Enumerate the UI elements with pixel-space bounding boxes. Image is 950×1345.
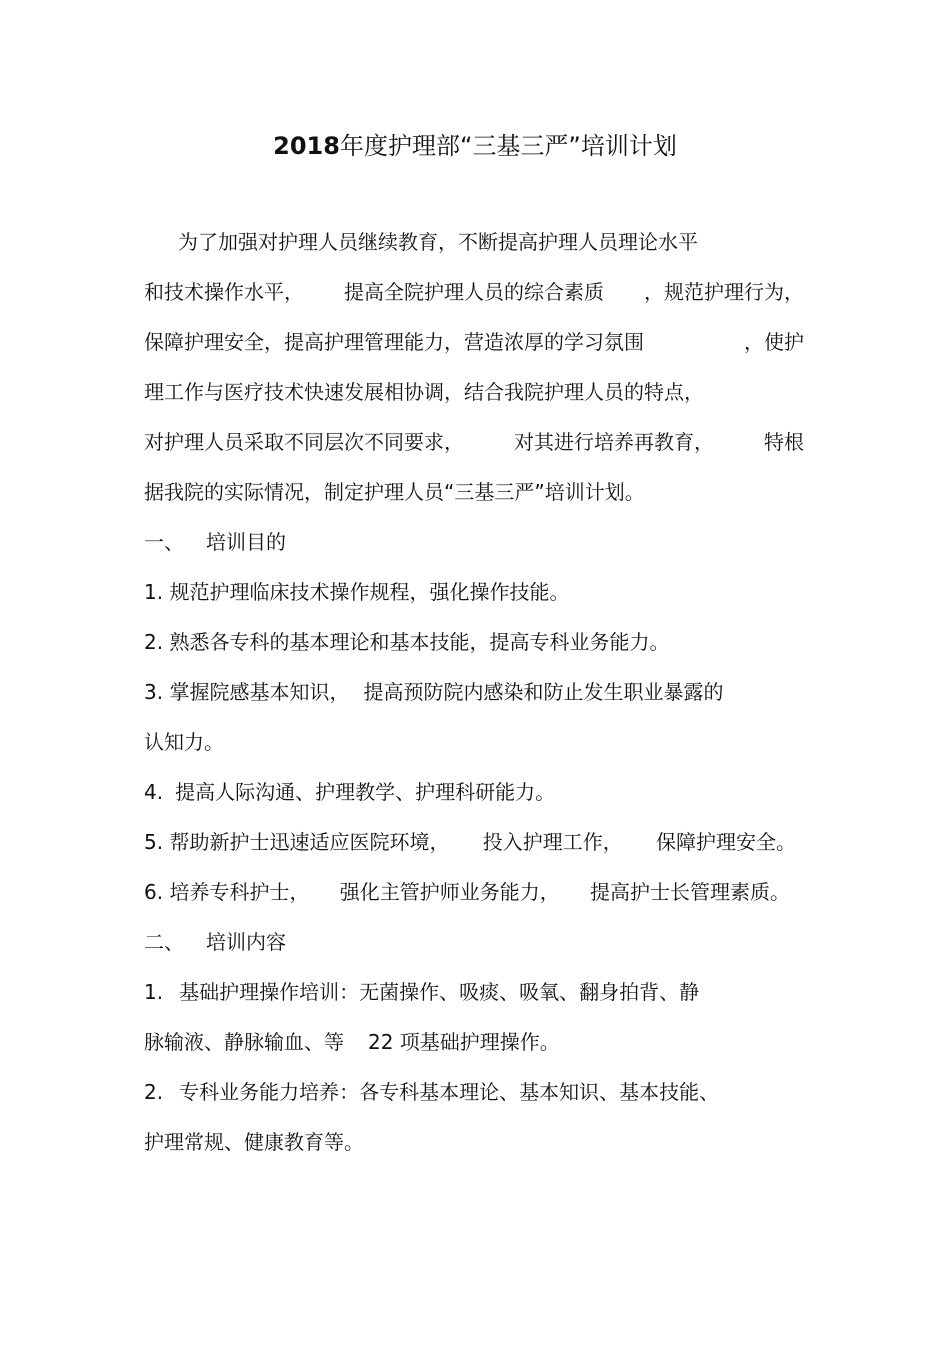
section-2-number: 二、 <box>144 930 184 954</box>
goal-item-6-part-1: 6. 培养专科护士， <box>144 880 310 904</box>
document-title <box>0 126 950 166</box>
content-item-2-text: 专科业务能力培养：各专科基本理论、基本知识、基本技能、 <box>179 1080 720 1104</box>
intro-line-5 <box>144 427 804 457</box>
content-item-1-continued <box>144 1027 560 1057</box>
content-item-1-text: 基础护理操作培训：无菌操作、吸痰、吸氧、翻身拍背、静 <box>179 980 700 1004</box>
goal-item-5-part-1: 5. 帮助新护士迅速适应医院环境， <box>144 830 450 854</box>
content-item-2-number: 2. <box>144 1080 164 1104</box>
goal-item-5-part-3: 保障护理安全。 <box>655 830 796 854</box>
section-1-heading <box>144 527 286 557</box>
content-item-1-cont-part-1: 脉输液、静脉输血、等 <box>144 1030 344 1054</box>
intro-line-6: 据我院的实际情况，制定护理人员“三基三严”培训计划。 <box>144 480 645 504</box>
goal-item-5 <box>144 827 796 857</box>
goal-item-2: 2. 熟悉各专科的基本理论和基本技能，提高专科业务能力。 <box>144 630 670 654</box>
intro-line-2 <box>144 277 804 307</box>
content-item-1-number: 1. <box>144 980 164 1004</box>
intro-line-2-part-2: 提高全院护理人员的综合素质 <box>344 280 604 304</box>
goal-item-4-text: 提高人际沟通、护理教学、护理科研能力。 <box>175 780 556 804</box>
goal-item-6-part-2: 强化主管护师业务能力， <box>339 880 560 904</box>
title-year: 2018 <box>273 132 340 160</box>
intro-line-3 <box>144 327 804 357</box>
section-2-title: 培训内容 <box>206 930 286 954</box>
goal-item-3 <box>144 677 723 707</box>
intro-line-3-part-1: 保障护理安全，提高护理管理能力，营造浓厚的学习氛围 <box>144 330 644 354</box>
intro-line-5-part-3: 特根 <box>764 430 804 454</box>
content-item-1-cont-part-2: 22 项基础护理操作。 <box>368 1030 560 1054</box>
goal-item-4 <box>144 777 555 807</box>
intro-line-2-part-3: ，规范护理行为， <box>644 280 804 304</box>
goal-item-4-number: 4. <box>144 780 164 804</box>
intro-line-5-part-1: 对护理人员采取不同层次不同要求， <box>144 430 464 454</box>
title-text: 年度护理部“三基三严”培训计划 <box>339 132 677 160</box>
goal-item-3-continued: 认知力。 <box>144 730 224 754</box>
section-1-number: 一、 <box>144 530 184 554</box>
intro-line-3-part-2: ，使护 <box>744 330 804 354</box>
goal-item-1: 1. 规范护理临床技术操作规程，强化操作技能。 <box>144 580 570 604</box>
section-2-heading <box>144 927 286 957</box>
intro-line-2-part-1: 和技术操作水平， <box>144 280 304 304</box>
goal-item-6 <box>144 877 790 907</box>
goal-item-5-part-2: 投入护理工作， <box>482 830 623 854</box>
goal-item-3-part-2: 提高预防院内感染和防止发生职业暴露的 <box>363 680 724 704</box>
goal-item-3-part-1: 3. 掌握院感基本知识， <box>144 680 350 704</box>
intro-line-4: 理工作与医疗技术快速发展相协调，结合我院护理人员的特点， <box>144 380 704 404</box>
content-item-2 <box>144 1077 719 1107</box>
goal-item-6-part-3: 提高护士长管理素质。 <box>589 880 790 904</box>
content-item-1 <box>144 977 699 1007</box>
intro-line-5-part-2: 对其进行培养再教育， <box>514 430 714 454</box>
intro-line-1: 为了加强对护理人员继续教育，不断提高护理人员理论水平 <box>178 230 698 254</box>
section-1-title: 培训目的 <box>206 530 286 554</box>
content-item-2-continued: 护理常规、健康教育等。 <box>144 1130 364 1154</box>
